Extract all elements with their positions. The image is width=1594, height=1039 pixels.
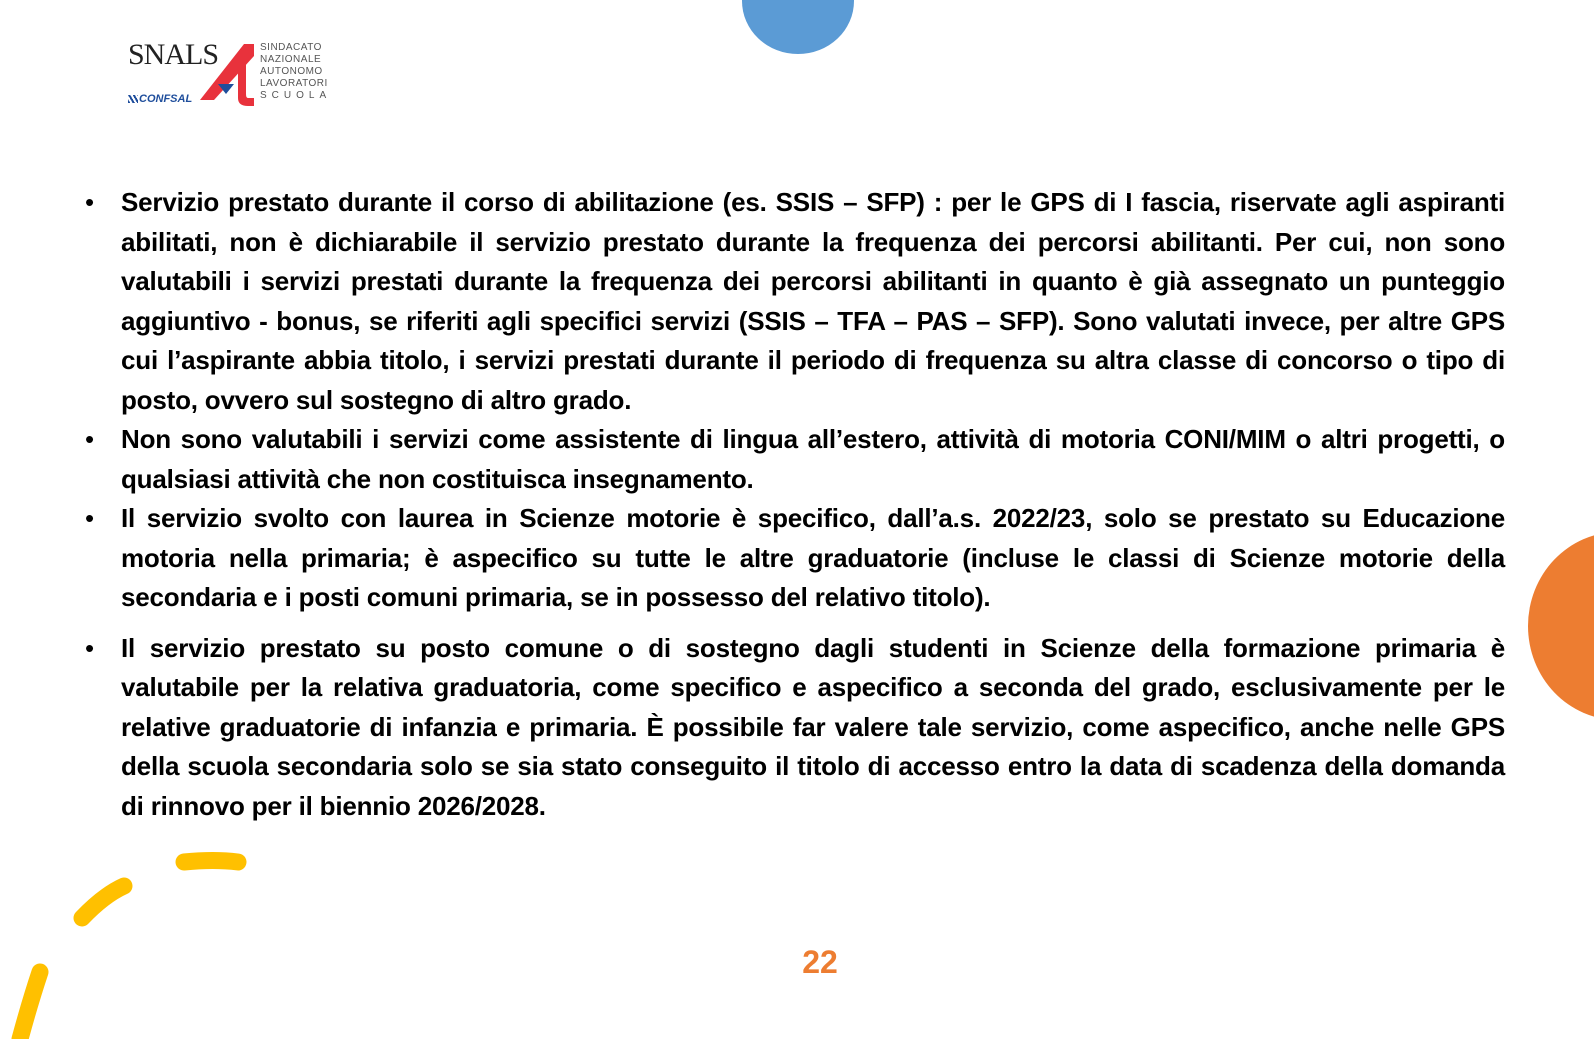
logo-word: SCUOLA <box>260 90 332 101</box>
bullet-text: Il servizio svolto con laurea in Scienze motorie è specifico, dall’a.s. 2022/23, solo se prestato su Educazione motoria nella primaria; è aspecifico su tutte le altre graduatorie (incluse le classi di Scienze motorie della secondaria e i posti comuni primaria, se in possesso del relativo titolo). <box>121 503 1505 612</box>
bullet-dot-icon: • <box>85 632 94 663</box>
bullet-dot-icon: • <box>85 187 94 217</box>
logo-brand-text: SNALS <box>128 38 219 71</box>
slide-body <box>83 183 1505 826</box>
bullet-item <box>83 420 1505 499</box>
logo-red-emblem-icon <box>200 42 254 108</box>
bullet-text: Il servizio prestato su posto comune o di sostegno dagli studenti in Scienze della formazione primaria è valutabile per la relativa graduatoria, come specifico e aspecifico a seconda del grado, esclusivamente per le relative graduatorie di infanzia e primaria. È possibile far valere tale servizio, come aspecifico, anche nelle GPS della scuola secondaria solo se sia stato conseguito il titolo di accesso entro la data di scadenza della domanda di rinnovo per il biennio 2026/2028. <box>121 632 1505 821</box>
logo-wordmark <box>260 42 331 102</box>
snals-confsal-logo <box>126 40 338 112</box>
confsal-stripes-icon <box>128 95 138 103</box>
bullet-dot-icon: • <box>85 424 94 454</box>
bullet-text: Servizio prestato durante il corso di abilitazione (es. SSIS – SFP) : per le GPS di I fascia, riservate agli aspiranti abilitati, non è dichiarabile il servizio prestato durante la frequenza dei percorsi abilitanti. Per cui, non sono valutabili i servizi prestati durante la frequenza dei percorsi abilitanti in quanto è già assegnato un punteggio aggiuntivo - bonus, se riferiti agli specifici servizi (SSIS – TFA – PAS – SFP). Sono valutati invece, per altre GPS cui l’aspirante abbia titolo, i servizi prestati durante il periodo di frequenza su altra classe di concorso o tipo di posto, ovvero sul sostegno di altro grado. <box>121 187 1505 415</box>
logo-word: SINDACATO <box>260 42 322 53</box>
page-number: 22 <box>802 944 838 980</box>
yellow-dashed-arc-decoration <box>0 850 270 1039</box>
logo-word: NAZIONALE <box>260 54 322 65</box>
blue-circle-decoration <box>742 0 854 54</box>
bullet-item <box>83 629 1505 827</box>
bullet-dot-icon: • <box>85 503 94 533</box>
logo-word: AUTONOMO <box>260 66 323 77</box>
bullet-list <box>83 183 1505 826</box>
confsal-affiliation <box>128 93 192 105</box>
orange-circle-decoration <box>1528 532 1594 720</box>
bullet-item <box>83 183 1505 420</box>
bullet-text: Non sono valutabili i servizi come assistente di lingua all’estero, attività di motoria CONI/MIM o altri progetti, o qualsiasi attività che non costituisca insegnamento. <box>121 424 1505 494</box>
logo-word: LAVORATORI <box>260 78 328 89</box>
bullet-item <box>83 499 1505 618</box>
confsal-label: CONFSAL <box>139 93 193 105</box>
